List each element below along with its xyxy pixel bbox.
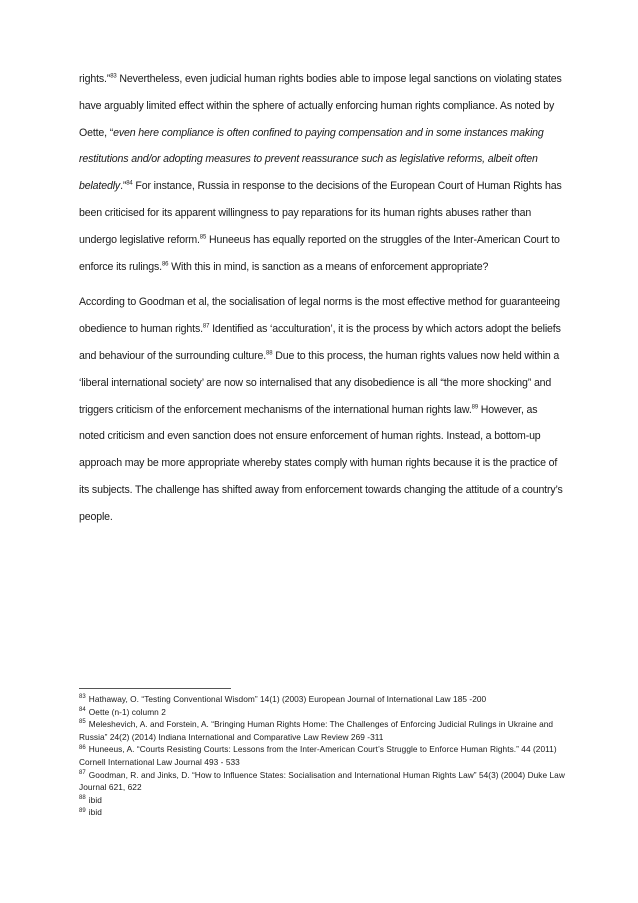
footnote-text: Oette (n-1) column 2 [88, 706, 166, 717]
footnote-text: ibid [88, 807, 102, 818]
paragraph-text: .” [120, 180, 127, 193]
footnote-number: 89 [79, 807, 86, 814]
footnote [79, 769, 579, 794]
paragraph-text: With this in mind, is sanction as a means of enforcement appropriate? [168, 260, 489, 273]
footnote [79, 706, 579, 719]
paragraph-text: However, as noted criticism and even sanction does not ensure enforcement of human rights. Instead, a bottom-up approach may be more appropriate whereby states comply with human rights because it is the practice of its subjects. The challenge has shifted away from enforcement towards changing the attitude of a country’s people. [79, 403, 563, 523]
paragraph-text: Huneeus has equally reported on the struggles of the Inter-American Court to enforce its rulings. [79, 233, 560, 273]
footnote-reference: 83 [110, 73, 117, 80]
footnote-number: 84 [79, 706, 86, 713]
footnote-number: 88 [79, 794, 86, 801]
footnote-reference: 87 [202, 323, 210, 330]
footnote-text: Huneeus, A. “Courts Resisting Courts: Lessons from the Inter-American Court’s Struggle to Enforce Human Rights.” 44 (2011) Cornell International Law Journal 493 - 533 [79, 744, 557, 767]
footnote-reference: 84 [126, 180, 133, 187]
paragraph-text: According to Goodman et al, the socialisation of legal norms is the most effective method for guaranteeing obedience to human rights. [79, 296, 560, 336]
footnotes [79, 688, 579, 819]
paragraph [79, 289, 565, 530]
footnote-number: 86 [79, 744, 86, 751]
paragraph-text: rights.” [79, 73, 111, 85]
footnote-number: 87 [79, 769, 86, 776]
footnote-list [79, 693, 579, 819]
paragraph-text: Identified as ‘acculturation’, it is the process by which actors adopt the beliefs and behaviour of the surrounding culture. [79, 323, 561, 362]
footnote-text: Hathaway, O. “Testing Conventional Wisdom” 14(1) (2003) European Journal of International Law 185 -200 [88, 694, 487, 704]
footnote-reference: 88 [266, 350, 273, 357]
quotation-italic: even here compliance is often confined to paying compensation and in some instances making restitutions and/or adopting measures to prevent reassurance such as legislative reforms, albeit often belatedly [79, 126, 544, 193]
footnote [79, 718, 579, 743]
footnote-separator [79, 688, 231, 689]
footnote-number: 85 [79, 719, 86, 726]
footnote-text: Goodman, R. and Jinks, D. “How to Influence States: Socialisation and International Human Rights Law” 54(3) (2004) Duke Law Journal 621, 622 [79, 769, 565, 793]
footnote-text: Meleshevich, A. and Forstein, A. “Bringing Human Rights Home: The Challenges of Enforcing Judicial Rulings in Ukraine and Russia” 24(2) (2014) Indiana International and Comparative Law Review 269 -311 [79, 719, 554, 742]
footnote [79, 743, 579, 768]
footnote-reference: 86 [161, 261, 169, 268]
paragraph [79, 66, 565, 280]
footnote-number: 83 [79, 694, 86, 701]
footnote-text: ibid [88, 794, 102, 805]
paragraph-text: For instance, Russia in response to the decisions of the European Court of Human Rights has been criticised for its apparent willingness to pay reparations for its human rights abuses rather than undergo legislative reform. [79, 180, 562, 246]
paragraph-text: Nevertheless, even judicial human rights bodies able to impose legal sanctions on violating states have arguably limited effect within the sphere of actually enforcing human rights compliance. As noted by Oette, “ [79, 73, 562, 139]
footnote-reference: 85 [199, 234, 207, 241]
footnote [79, 794, 579, 807]
footnote-reference: 89 [471, 404, 479, 411]
body-text [79, 66, 565, 531]
footnote [79, 806, 579, 819]
footnote [79, 693, 579, 706]
paragraph-text: Due to this process, the human rights values now held within a ‘liberal international society’ are now so internalised that any disobedience is all “the more shocking” and triggers criticism of the enforcement mechanisms of the international human rights law. [79, 349, 560, 416]
